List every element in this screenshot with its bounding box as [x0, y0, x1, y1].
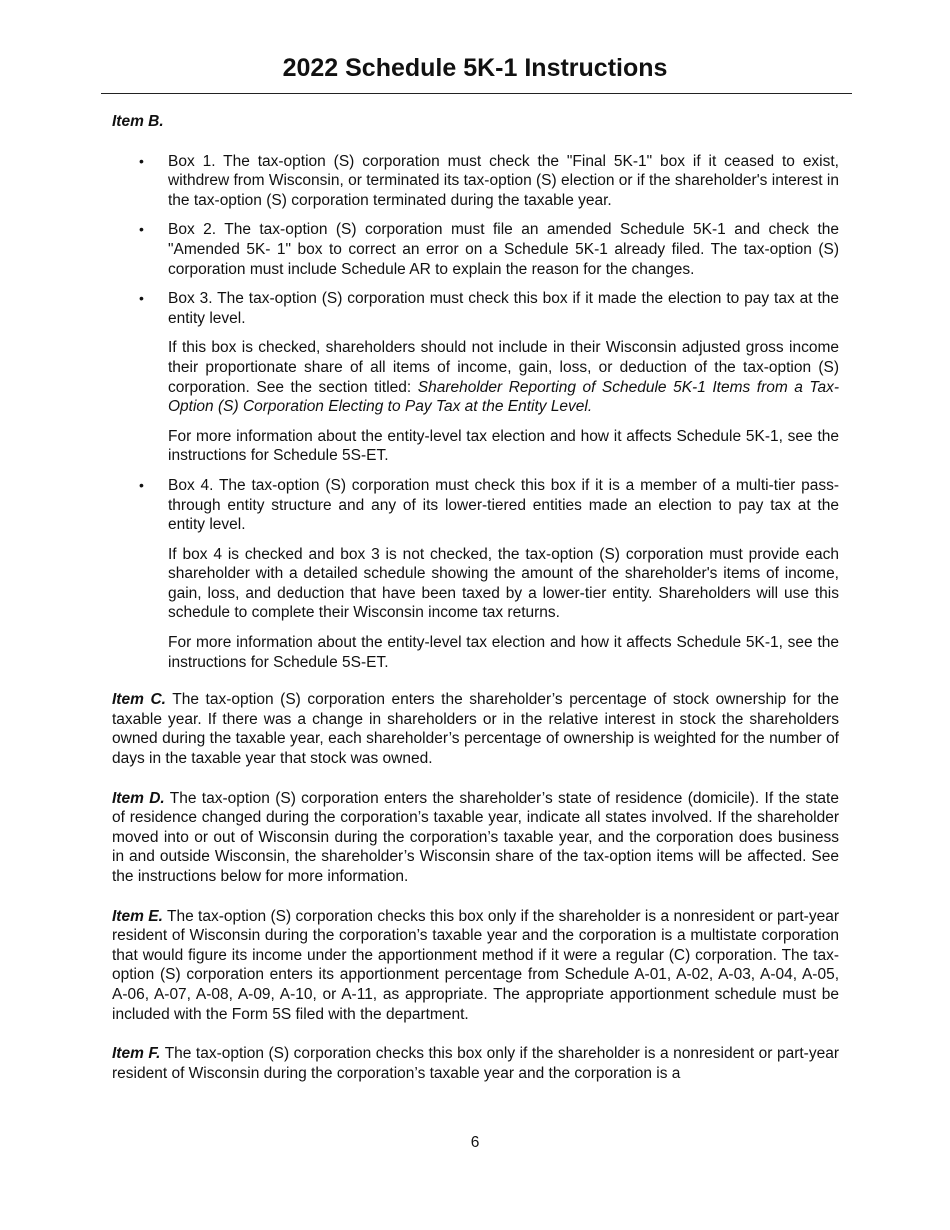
- page-content: [112, 112, 839, 1083]
- list-item-box-4: [112, 476, 839, 672]
- title-divider: [101, 93, 852, 94]
- list-item-box-2: [112, 220, 839, 279]
- item-c-heading: Item C.: [112, 691, 166, 709]
- item-c-paragraph: [112, 690, 839, 768]
- item-f-paragraph: [112, 1044, 839, 1083]
- box-3-text: Box 3. The tax-option (S) corporation must check this box if it made the election to pay tax at the entity level.: [168, 290, 839, 327]
- item-c-text: The tax-option (S) corporation enters the shareholder’s percentage of stock ownership for the taxable year. If there was a change in shareholders or in the relative interest in stock the shareholders owned during the taxable year, each shareholder’s percentage of ownership is weighted for the number of days in the taxable year that stock was owned.: [112, 691, 839, 768]
- box-4-more-info: For more information about the entity-level tax election and how it affects Schedule 5K-1, see the instructions for Schedule 5S-ET.: [168, 634, 839, 671]
- item-d-paragraph: [112, 789, 839, 887]
- item-f-text: The tax-option (S) corporation checks this box only if the shareholder is a nonresident or part-year resident of Wisconsin during the corporation’s taxable year and the corporation is a: [112, 1045, 839, 1082]
- page-title: 2022 Schedule 5K-1 Instructions: [282, 54, 668, 82]
- list-item-box-3: [112, 289, 839, 466]
- bullet-icon: •: [139, 476, 144, 493]
- item-b-heading: Item B.: [112, 113, 164, 130]
- bullet-icon: •: [139, 152, 144, 169]
- item-e-paragraph: [112, 907, 839, 1025]
- box-1-text: Box 1. The tax-option (S) corporation must check the "Final 5K-1" box if it ceased to exist, withdrew from Wisconsin, or terminated its tax-option (S) election or if the shareholder's interest in the tax-option (S) corporation terminated during the taxable year.: [168, 152, 839, 209]
- box-3-more-info: For more information about the entity-level tax election and how it affects Schedule 5K-1, see the instructions for Schedule 5S-ET.: [168, 427, 839, 465]
- item-d-heading: Item D.: [112, 789, 165, 807]
- list-item-box-1: [112, 152, 839, 211]
- box-4-detail: If box 4 is checked and box 3 is not checked, the tax-option (S) corporation must provide each shareholder with a detailed schedule showing the amount of the shareholder's items of income, gain, loss, and deduction that have been taxed by a lower-tier entity. Shareholders will use this schedule to complete their Wisconsin income tax returns.: [168, 545, 839, 622]
- item-f-heading: Item F.: [112, 1045, 161, 1063]
- box-2-text: Box 2. The tax-option (S) corporation must file an amended Schedule 5K-1 and check the "Amended 5K- 1" box to correct an error on a Schedule 5K-1 already filed. The tax-option (S) corporation must include Schedule AR to explain the reason for the changes.: [168, 221, 839, 278]
- bullet-icon: •: [139, 290, 144, 307]
- item-e-heading: Item E.: [112, 907, 163, 925]
- box-3-detail: [168, 338, 839, 416]
- box-3-section-reference: Shareholder Reporting of Schedule 5K-1 Items from a Tax-Option (S) Corporation Electing to Pay Tax at the Entity Level.: [168, 378, 840, 416]
- item-d-text: The tax-option (S) corporation enters the shareholder’s state of residence (domicile). If the state of residence changed during the corporation’s taxable year, indicate all states involved. If the shareholder moved into or out of Wisconsin during the corporation’s taxable year, and the corporation does business in and outside Wisconsin, the shareholder’s Wisconsin share of the tax-option items will be affected. See the instructions below for more information.: [112, 789, 839, 885]
- box-4-text: Box 4. The tax-option (S) corporation must check this box if it is a member of a multi-tier pass-through entity structure and any of its lower-tiered entities made an election to pay tax at the entity level.: [168, 476, 839, 534]
- bullet-icon: •: [139, 221, 144, 238]
- item-b-list: [112, 152, 839, 673]
- item-e-text: The tax-option (S) corporation checks this box only if the shareholder is a nonresident or part-year resident of Wisconsin during the corporation’s taxable year and the corporation is a multistate corporation that would figure its income under the apportionment method if it were a regular (C) corporation. The tax-option (S) corporation enters its apportionment percentage from Schedule A-01, A-02, A-03, A-04, A-05, A-06, A-07, A-08, A-09, A-10, or A-11, as appropriate. The appropriate apportionment schedule must be included with the Form 5S filed with the department.: [112, 907, 839, 1023]
- box-3-detail-text: If this box is checked, shareholders should not include in their Wisconsin adjusted gross income their proportionate share of all items of income, gain, loss, or deduction of the tax-option (S) corporation. See the section titled:: [168, 339, 839, 396]
- page-number: 6: [470, 1134, 480, 1151]
